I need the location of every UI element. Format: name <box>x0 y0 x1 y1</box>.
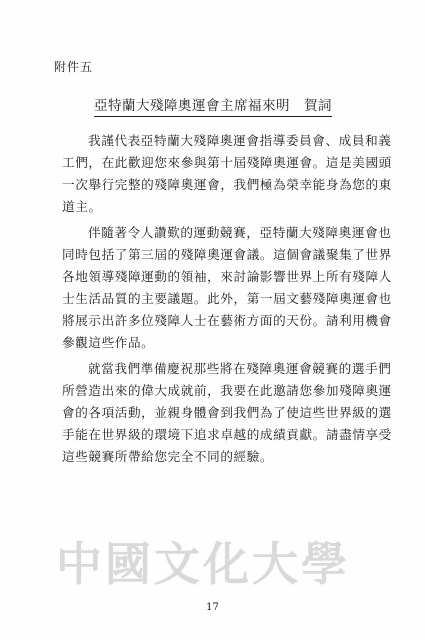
paragraph-1 <box>62 130 392 218</box>
paragraph-line: 道主。 <box>62 199 102 214</box>
paragraph-line: 參觀這些作品。 <box>62 335 155 350</box>
paragraph-line: 一次舉行完整的殘障奧運會，我們極為榮幸能身為您的東 <box>62 177 392 192</box>
paragraph-line: 會的各項活動，並親身體會到我們為了使這些世界級的選 <box>62 405 392 420</box>
document-title: 亞特蘭大殘障奧運會主席福來明 賀詞 <box>94 94 332 117</box>
paragraph-line: 就當我們準備慶祝那些將在殘障奧運會競賽的選手們 <box>88 361 392 376</box>
page-number: 17 <box>206 602 219 613</box>
paragraph-line: 所營造出來的偉大成就前，我要在此邀請您參加殘障奧運 <box>62 383 392 398</box>
appendix-label: 附件五 <box>54 60 94 74</box>
paragraph-line: 士生活品質的主要議題。此外，第一屆文藝殘障奧運會也 <box>62 291 392 306</box>
paragraph-3 <box>62 358 392 468</box>
paragraph-line: 伴隨著令人讚歎的運動競賽，亞特蘭大殘障奧運會也 <box>88 225 392 240</box>
paragraph-2 <box>62 222 392 354</box>
paragraph-line: 這些競賽所帶給您完全不同的經驗。 <box>62 449 274 464</box>
paragraph-line: 我謹代表亞特蘭大殘障奧運會指導委員會、成員和義 <box>88 133 392 148</box>
paragraph-line: 各地領導殘障運動的領袖，來討論影響世界上所有殘障人 <box>62 269 392 284</box>
paragraph-line: 同時包括了第三屆的殘障奧運會議。這個會議聚集了世界 <box>62 247 392 262</box>
paragraph-line: 工們，在此歡迎您來參與第十屆殘障奧運會。這是美國頭 <box>62 155 392 170</box>
university-watermark: 中國文化大學 <box>56 537 350 591</box>
paragraph-line: 將展示出許多位殘障人士在藝術方面的天份。請利用機會 <box>62 313 392 328</box>
paragraph-line: 手能在世界級的環境下追求卓越的成績貢獻。請盡情享受 <box>62 427 392 442</box>
